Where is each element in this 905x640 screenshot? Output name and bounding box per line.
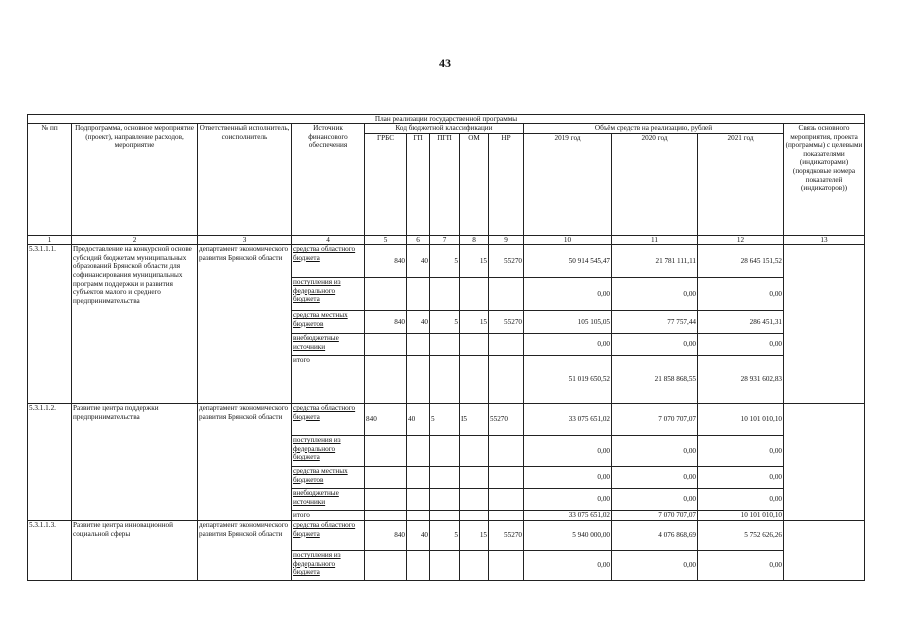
np-code [489, 436, 524, 467]
amount-2019: 0,00 [524, 334, 612, 356]
amount-2021: 28 645 151,52 [698, 245, 784, 278]
funding-source: средства местных бюджетов [292, 467, 365, 489]
header-pgp: ПГП [430, 133, 460, 235]
executor: департамент экономического развития Брянской области [198, 245, 292, 404]
column-number: 13 [784, 235, 865, 245]
pgp-code: 5 [430, 311, 460, 334]
om-code: I5 [460, 404, 489, 436]
gp-code [407, 511, 430, 521]
amount-2020: 4 076 868,69 [612, 521, 698, 551]
gp-code: 40 [407, 311, 430, 334]
header-om: ОМ [460, 133, 489, 235]
gp-code: 40 [407, 404, 430, 436]
grbs-code: 840 [365, 311, 407, 334]
pgp-code [430, 551, 460, 581]
column-number: 10 [524, 235, 612, 245]
activity-name: Развитие центра поддержки предпринимательства [72, 404, 198, 521]
grbs-code [365, 551, 407, 581]
amount-2019: 0,00 [524, 467, 612, 489]
gp-code [407, 356, 430, 404]
program-plan-table [27, 114, 865, 581]
column-number: 8 [460, 235, 489, 245]
amount-2020: 0,00 [612, 551, 698, 581]
pgp-code: 5 [430, 245, 460, 278]
grbs-code [365, 278, 407, 311]
np-code [489, 278, 524, 311]
pgp-code [430, 334, 460, 356]
total-2019: 51 019 650,52 [524, 356, 612, 404]
funding-source: средства областного бюджета [292, 521, 365, 551]
header-num: № пп [28, 124, 72, 236]
indicator-link [784, 245, 865, 404]
table-title: План реализации государственной программы [28, 115, 865, 124]
amount-2021: 0,00 [698, 551, 784, 581]
column-number-row [28, 235, 865, 245]
grbs-code [365, 489, 407, 511]
np-code [489, 356, 524, 404]
amount-2020: 0,00 [612, 467, 698, 489]
amount-2020: 0,00 [612, 489, 698, 511]
total-2021: 10 101 010,10 [698, 511, 784, 521]
header-subprogram: Подпрограмма, основное мероприятие (проект), направление расходов, мероприятие [72, 124, 198, 236]
pgp-code [430, 511, 460, 521]
gp-code [407, 551, 430, 581]
amount-2019: 0,00 [524, 489, 612, 511]
amount-2020: 0,00 [612, 278, 698, 311]
om-code [460, 489, 489, 511]
amount-2019: 105 105,05 [524, 311, 612, 334]
grbs-code [365, 356, 407, 404]
activity-name: Развитие центра инновационной социальной сферы [72, 521, 198, 581]
np-code [489, 467, 524, 489]
column-number: 3 [198, 235, 292, 245]
pgp-code [430, 436, 460, 467]
om-code [460, 356, 489, 404]
row-number: 5.3.1.1.3. [28, 521, 72, 581]
grbs-code: 840 [365, 521, 407, 551]
total-2019: 33 075 651,02 [524, 511, 612, 521]
om-code [460, 511, 489, 521]
header-budget-code: Код бюджетной классификации [365, 124, 524, 134]
om-code: 15 [460, 311, 489, 334]
header-executor: Ответственный исполнитель, соисполнитель [198, 124, 292, 236]
om-code [460, 278, 489, 311]
amount-2021: 0,00 [698, 278, 784, 311]
amount-2021: 0,00 [698, 467, 784, 489]
gp-code [407, 334, 430, 356]
funding-source: внебюджетные источники [292, 489, 365, 511]
column-number: 2 [72, 235, 198, 245]
amount-2021: 0,00 [698, 489, 784, 511]
column-number: 9 [489, 235, 524, 245]
amount-2019: 0,00 [524, 278, 612, 311]
amount-2019: 0,00 [524, 551, 612, 581]
grbs-code [365, 467, 407, 489]
total-2021: 28 931 602,83 [698, 356, 784, 404]
gp-code [407, 278, 430, 311]
indicator-link [784, 521, 865, 581]
table-row [28, 521, 865, 551]
om-code [460, 436, 489, 467]
column-number: 7 [430, 235, 460, 245]
amount-2021: 0,00 [698, 436, 784, 467]
header-2020: 2020 год [612, 133, 698, 235]
funding-source: внебюджетные источники [292, 334, 365, 356]
column-number: 1 [28, 235, 72, 245]
pgp-code: 5 [430, 404, 460, 436]
amount-2021: 10 101 010,10 [698, 404, 784, 436]
header-np: НР [489, 133, 524, 235]
header-link: Связь основного мероприятия, проекта (программы) с целевыми показателями (индикаторами) (порядковые номера показателей (индикаторов)) [784, 124, 865, 236]
pgp-code [430, 278, 460, 311]
amount-2020: 0,00 [612, 334, 698, 356]
funding-source: поступления из федерального бюджета [292, 436, 365, 467]
column-number: 5 [365, 235, 407, 245]
header-volume: Объём средств на реализацию, рублей [524, 124, 784, 134]
row-number: 5.3.1.1.2. [28, 404, 72, 521]
executor: департамент экономического развития Брянской области [198, 404, 292, 521]
pgp-code [430, 467, 460, 489]
column-number: 12 [698, 235, 784, 245]
grbs-code: 840 [365, 404, 407, 436]
amount-2019: 0,00 [524, 436, 612, 467]
column-number: 11 [612, 235, 698, 245]
om-code [460, 334, 489, 356]
gp-code [407, 436, 430, 467]
total-label: итого [292, 356, 365, 404]
amount-2019: 5 940 000,00 [524, 521, 612, 551]
gp-code: 40 [407, 521, 430, 551]
amount-2021: 0,00 [698, 334, 784, 356]
amount-2020: 7 070 707,07 [612, 404, 698, 436]
amount-2019: 33 075 651,02 [524, 404, 612, 436]
grbs-code [365, 436, 407, 467]
indicator-link [784, 404, 865, 521]
gp-code [407, 489, 430, 511]
amount-2020: 77 757,44 [612, 311, 698, 334]
pgp-code [430, 356, 460, 404]
total-2020: 21 858 868,55 [612, 356, 698, 404]
np-code: 55270 [489, 311, 524, 334]
gp-code [407, 467, 430, 489]
grbs-code: 840 [365, 245, 407, 278]
om-code [460, 551, 489, 581]
header-2019: 2019 год [524, 133, 612, 235]
header-gp: ГП [407, 133, 430, 235]
om-code [460, 467, 489, 489]
np-code [489, 551, 524, 581]
header-source: Источник финансового обеспечения [292, 124, 365, 236]
pgp-code: 5 [430, 521, 460, 551]
funding-source: средства областного бюджета [292, 245, 365, 278]
grbs-code [365, 334, 407, 356]
np-code: 55270 [489, 404, 524, 436]
activity-name: Предоставление на конкурсной основе субсидий бюджетам муниципальных образований Брянской области для софинансирования муниципальных программ поддержки и развития субъектов малого и среднего предпринимательства [72, 245, 198, 404]
total-2020: 7 070 707,07 [612, 511, 698, 521]
funding-source: поступления из федерального бюджета [292, 551, 365, 581]
np-code [489, 489, 524, 511]
om-code: 15 [460, 245, 489, 278]
np-code [489, 511, 524, 521]
amount-2020: 0,00 [612, 436, 698, 467]
header-grbs: ГРБС [365, 133, 407, 235]
funding-source: средства областного бюджета [292, 404, 365, 436]
column-number: 6 [407, 235, 430, 245]
total-label: итого [292, 511, 365, 521]
gp-code: 40 [407, 245, 430, 278]
column-number: 4 [292, 235, 365, 245]
header-2021: 2021 год [698, 133, 784, 235]
amount-2019: 50 914 545,47 [524, 245, 612, 278]
pgp-code [430, 489, 460, 511]
grbs-code [365, 511, 407, 521]
amount-2021: 286 451,31 [698, 311, 784, 334]
table-row [28, 245, 865, 278]
om-code: 15 [460, 521, 489, 551]
np-code: 55270 [489, 245, 524, 278]
funding-source: средства местных бюджетов [292, 311, 365, 334]
np-code: 55270 [489, 521, 524, 551]
table-row [28, 404, 865, 436]
np-code [489, 334, 524, 356]
amount-2020: 21 781 111,11 [612, 245, 698, 278]
amount-2021: 5 752 626,26 [698, 521, 784, 551]
executor: департамент экономического развития Брянской области [198, 521, 292, 581]
row-number: 5.3.1.1.1. [28, 245, 72, 404]
funding-source: поступления из федерального бюджета [292, 278, 365, 311]
page-number: 43 [439, 56, 451, 70]
